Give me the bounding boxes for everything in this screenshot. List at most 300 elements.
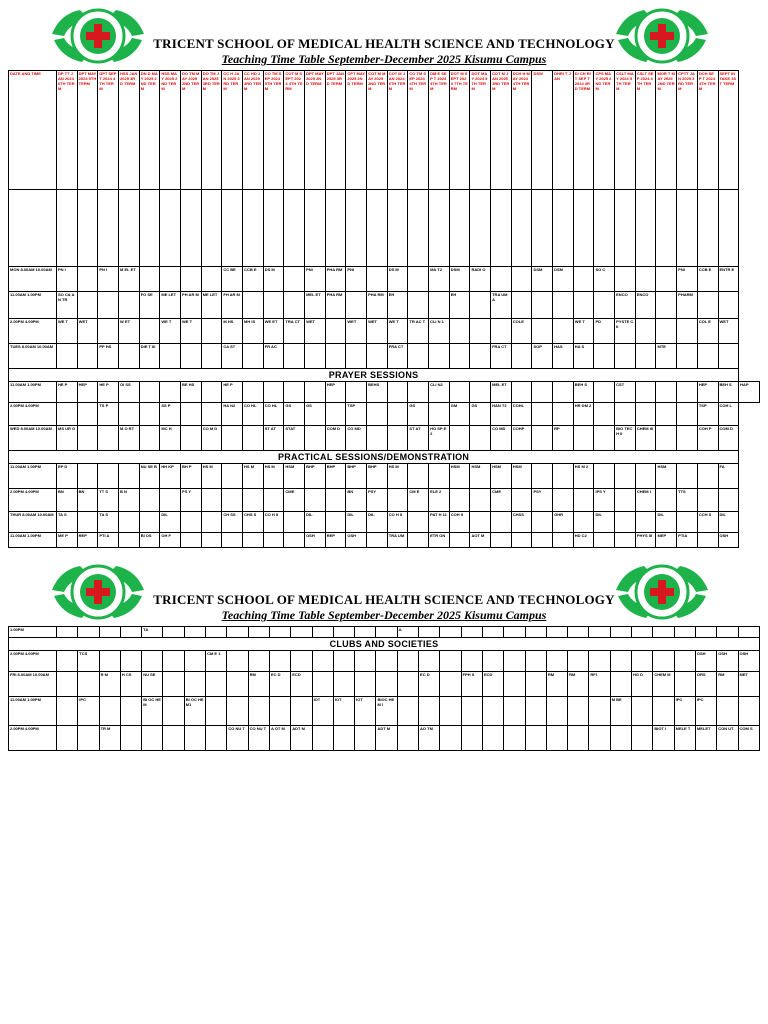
course-cell (718, 292, 739, 319)
course-cell: TA (142, 627, 163, 638)
course-cell (653, 627, 674, 638)
course-cell (615, 464, 636, 489)
course-cell (511, 267, 532, 292)
session-band-row (9, 369, 760, 382)
table-row (9, 489, 760, 512)
course-cell: RM (546, 672, 567, 697)
course-cell (717, 697, 738, 726)
course-cell: EC D (419, 672, 440, 697)
time-slot-cell: 2.00PM 4.00PM (9, 651, 57, 672)
course-cell (243, 426, 264, 451)
course-cell (461, 627, 482, 638)
blank-cell (387, 190, 408, 267)
timetable-page-2 (8, 562, 760, 751)
course-cell (248, 697, 269, 726)
course-cell: PS Y (181, 489, 202, 512)
course-cell (181, 426, 202, 451)
course-cell: HAP (739, 382, 760, 403)
column-header: CC H JAN 2025 3RD TERM (222, 71, 243, 190)
course-cell: CHEM I (635, 489, 656, 512)
course-cell (57, 672, 78, 697)
course-cell (139, 512, 160, 533)
course-cell: FRA CT (491, 344, 512, 369)
course-cell (201, 489, 222, 512)
course-cell: HEP (77, 382, 98, 403)
course-cell: BEH S (718, 382, 739, 403)
course-cell: B N (119, 489, 140, 512)
course-cell (333, 726, 354, 751)
course-cell (333, 651, 354, 672)
course-cell: PSY (367, 489, 388, 512)
course-cell (355, 651, 376, 672)
course-cell: MEL ET (491, 382, 512, 403)
blank-cell (9, 190, 57, 267)
course-cell (57, 344, 78, 369)
time-slot-cell: 11.00AM 1.00PM (9, 533, 57, 548)
course-cell (553, 403, 574, 426)
course-cell (594, 533, 615, 548)
course-cell: GS (470, 403, 491, 426)
course-cell (635, 319, 656, 344)
course-cell: WE ET (263, 319, 284, 344)
course-cell: PNI (305, 267, 326, 292)
table-row (9, 512, 760, 533)
course-cell: IOT (355, 697, 376, 726)
course-cell: IPC (78, 697, 99, 726)
course-cell (139, 382, 160, 403)
course-cell: PNI (677, 267, 698, 292)
time-slot-cell: 11.00AM 1.00PM (9, 382, 57, 403)
course-cell (243, 292, 264, 319)
course-cell (594, 292, 615, 319)
course-cell: PN I (98, 267, 119, 292)
blank-cell (284, 190, 305, 267)
course-cell (142, 651, 163, 672)
course-cell: ADT M (291, 726, 312, 751)
course-cell: ADT M (376, 726, 397, 751)
course-cell: HSM (491, 464, 512, 489)
course-cell (610, 651, 631, 672)
course-cell: IPC (695, 697, 716, 726)
course-cell (184, 651, 205, 672)
course-cell (504, 651, 525, 672)
course-cell (284, 533, 305, 548)
course-cell: HS M (201, 464, 222, 489)
course-cell (718, 344, 739, 369)
course-cell (269, 627, 290, 638)
course-cell (77, 512, 98, 533)
course-cell: MELET (695, 726, 716, 751)
course-cell (284, 267, 305, 292)
course-cell (482, 726, 503, 751)
column-header: DSW (532, 71, 553, 190)
course-cell: HS M (243, 464, 264, 489)
course-cell (429, 344, 450, 369)
column-header: DCH H MAY 2024 4TH TERM (511, 71, 532, 190)
column-header: SEPT INTAKE 1ST TERM (718, 71, 739, 190)
course-cell: EH (449, 292, 470, 319)
course-cell: CO M D (201, 426, 222, 451)
course-cell: RP (553, 426, 574, 451)
course-cell (568, 651, 589, 672)
course-cell: RM (717, 672, 738, 697)
course-cell: ST AT (408, 426, 429, 451)
course-cell (139, 267, 160, 292)
course-cell (408, 512, 429, 533)
course-cell (355, 726, 376, 751)
course-cell (610, 672, 631, 697)
course-cell: CHSS (511, 512, 532, 533)
session-band: PRACTICAL SESSIONS/DEMONSTRATION (9, 451, 739, 464)
blank-cell (367, 190, 388, 267)
course-cell (139, 403, 160, 426)
course-cell (532, 382, 553, 403)
course-cell (615, 489, 636, 512)
course-cell (181, 533, 202, 548)
course-cell: TS P (98, 403, 119, 426)
course-cell: PHA RM (325, 267, 346, 292)
course-cell: TCS (78, 651, 99, 672)
course-cell: AOT M (470, 533, 491, 548)
course-cell: BN (77, 489, 98, 512)
course-cell: WET (367, 319, 388, 344)
course-cell: CON UT (717, 726, 738, 751)
course-cell: DIL (656, 512, 677, 533)
course-cell (408, 292, 429, 319)
course-cell (119, 403, 140, 426)
course-cell: HSM (449, 464, 470, 489)
course-cell: ME LET (160, 292, 181, 319)
course-cell (408, 344, 429, 369)
course-cell (449, 489, 470, 512)
course-cell (346, 344, 367, 369)
course-cell (291, 627, 312, 638)
course-cell (594, 403, 615, 426)
course-cell (697, 292, 718, 319)
course-cell: MEP (656, 533, 677, 548)
course-cell (367, 533, 388, 548)
course-cell (589, 726, 610, 751)
course-cell: OSH (738, 651, 760, 672)
course-cell: DSM (553, 267, 574, 292)
spacer-row (9, 190, 760, 267)
course-cell (546, 627, 567, 638)
course-cell (333, 627, 354, 638)
course-cell: BN (346, 489, 367, 512)
time-slot-cell: 2.00PM 4.00PM (9, 726, 57, 751)
course-cell (470, 319, 491, 344)
course-cell: FA (718, 464, 739, 489)
course-cell: STAT (284, 426, 305, 451)
course-cell (419, 651, 440, 672)
course-cell (284, 382, 305, 403)
course-cell: BE HS (181, 382, 202, 403)
course-cell (98, 319, 119, 344)
course-cell (201, 344, 222, 369)
course-cell (717, 627, 738, 638)
course-cell: DIL (305, 512, 326, 533)
course-cell (470, 489, 491, 512)
column-header: DPT MAY 2025 2ND TERM (305, 71, 326, 190)
course-cell (677, 403, 698, 426)
course-cell: HEP (697, 382, 718, 403)
course-cell: FR AC (263, 344, 284, 369)
course-cell (573, 267, 594, 292)
course-cell (632, 726, 653, 751)
course-cell (674, 672, 695, 697)
course-cell: DSM (532, 267, 553, 292)
course-cell (677, 344, 698, 369)
blank-cell (594, 190, 615, 267)
course-cell (163, 726, 184, 751)
course-cell (201, 512, 222, 533)
course-cell (99, 651, 120, 672)
course-cell (449, 319, 470, 344)
course-cell: PSY (532, 489, 553, 512)
course-cell (397, 697, 418, 726)
course-cell (532, 292, 553, 319)
course-cell (163, 651, 184, 672)
column-header: MOR T MAY 2025 2ND TERM (656, 71, 677, 190)
course-cell (227, 651, 248, 672)
course-cell (160, 489, 181, 512)
course-cell: CO MD (346, 426, 367, 451)
course-cell (222, 489, 243, 512)
course-cell (78, 672, 99, 697)
course-cell: PAT H 11 (429, 512, 450, 533)
course-cell: BH P (181, 464, 202, 489)
course-cell: CLI N2 (429, 382, 450, 403)
course-cell: MELE T (674, 726, 695, 751)
course-cell (139, 489, 160, 512)
course-cell (718, 489, 739, 512)
course-cell (482, 697, 503, 726)
course-cell (119, 464, 140, 489)
course-cell (635, 464, 656, 489)
blank-cell (511, 190, 532, 267)
course-cell: COLE (511, 319, 532, 344)
course-cell: OH F (160, 533, 181, 548)
course-cell (525, 651, 546, 672)
course-cell (263, 382, 284, 403)
course-cell (656, 426, 677, 451)
course-cell (387, 426, 408, 451)
blank-cell (139, 190, 160, 267)
course-cell (325, 489, 346, 512)
course-cell (206, 627, 227, 638)
course-cell (120, 651, 141, 672)
header-row (9, 71, 760, 190)
course-cell: HE P (98, 382, 119, 403)
course-cell: H CS (120, 672, 141, 697)
course-cell (181, 512, 202, 533)
course-cell: ECD (482, 672, 503, 697)
course-cell (491, 512, 512, 533)
blank-cell (77, 190, 98, 267)
course-cell: BHP (305, 464, 326, 489)
course-cell (419, 627, 440, 638)
course-cell: HS M (387, 464, 408, 489)
course-cell (163, 627, 184, 638)
timetable-page-1 (8, 6, 760, 548)
course-cell: FRA CT (387, 344, 408, 369)
course-cell: PNI (346, 267, 367, 292)
course-cell (408, 464, 429, 489)
course-cell (482, 651, 503, 672)
blank-cell (222, 190, 243, 267)
course-cell: BHP (367, 464, 388, 489)
column-header: DCH SEP T 2024 4TH TERM (697, 71, 718, 190)
course-cell: WET (77, 319, 98, 344)
course-cell (440, 651, 461, 672)
course-cell: HAS (553, 344, 574, 369)
session-band-row (9, 451, 760, 464)
course-cell: CHS S (243, 512, 264, 533)
blank-cell (532, 190, 553, 267)
course-cell (77, 403, 98, 426)
course-cell (163, 697, 184, 726)
course-cell (429, 464, 450, 489)
course-cell (470, 426, 491, 451)
course-cell (312, 651, 333, 672)
course-cell (160, 382, 181, 403)
course-cell: MTE (656, 344, 677, 369)
course-cell: MH IS (243, 319, 264, 344)
time-slot-cell: MON 8.00AM 10.00AM (9, 267, 57, 292)
column-header: CSLT SEP 2024 4TH TERM (635, 71, 656, 190)
course-cell: WE T (181, 319, 202, 344)
course-cell (222, 426, 243, 451)
course-cell (57, 726, 78, 751)
course-cell (119, 292, 140, 319)
course-cell: TT S (98, 489, 119, 512)
course-cell (449, 344, 470, 369)
column-header: DOT M SEPT 2023 7TH TERM (449, 71, 470, 190)
course-cell (243, 382, 264, 403)
course-cell: DIL (160, 512, 181, 533)
course-cell: CC BE (222, 267, 243, 292)
course-cell (697, 533, 718, 548)
course-cell (120, 697, 141, 726)
course-cell: COHL (511, 403, 532, 426)
course-cell (333, 672, 354, 697)
course-cell (77, 344, 98, 369)
column-header: DPT MAY 2024 5TH TERM (77, 71, 98, 190)
course-cell (525, 726, 546, 751)
course-cell (697, 489, 718, 512)
table-row (9, 533, 760, 548)
course-cell: A (397, 627, 418, 638)
course-cell (291, 651, 312, 672)
blank-cell (635, 190, 656, 267)
column-header: CC HD JAN 2025 3RD TERM (243, 71, 264, 190)
course-cell: PD (594, 319, 615, 344)
blank-cell (201, 190, 222, 267)
timetable-table (8, 626, 760, 751)
course-cell: COL E (697, 319, 718, 344)
course-cell: GS (305, 403, 326, 426)
blank-cell (718, 190, 739, 267)
course-cell: CME (284, 489, 305, 512)
course-cell: RFI (589, 672, 610, 697)
course-cell: ECD (291, 672, 312, 697)
course-cell: WET (718, 319, 739, 344)
time-slot-cell: 2.00PM 4.00PM (9, 489, 57, 512)
course-cell (119, 344, 140, 369)
course-cell (181, 403, 202, 426)
course-cell: MA T2 (429, 267, 450, 292)
course-cell (635, 267, 656, 292)
page-header (8, 6, 760, 70)
column-header: COT M MAY 2025 2ND TERM (367, 71, 388, 190)
course-cell (461, 651, 482, 672)
course-cell: DIE T III (139, 344, 160, 369)
course-cell (615, 512, 636, 533)
timetable-title: Teaching Time Table September-December 2025 Kisumu Campus (221, 52, 547, 66)
course-cell (346, 292, 367, 319)
blank-cell (449, 190, 470, 267)
course-cell: EP D (57, 464, 78, 489)
course-cell: COH L (718, 403, 739, 426)
course-cell (263, 533, 284, 548)
course-cell (632, 697, 653, 726)
course-cell: HS M 2 (573, 464, 594, 489)
course-cell: BI OC HE M (142, 697, 163, 726)
course-cell (77, 292, 98, 319)
course-cell (325, 512, 346, 533)
course-cell: PHYS III (635, 533, 656, 548)
course-cell: CCB E (697, 267, 718, 292)
course-cell (440, 697, 461, 726)
course-cell (201, 403, 222, 426)
blank-cell (181, 190, 202, 267)
table-row (9, 672, 760, 697)
course-cell (553, 489, 574, 512)
course-cell: CHEM III (635, 426, 656, 451)
course-cell: HSM (284, 464, 305, 489)
course-cell: FPH S (461, 672, 482, 697)
course-cell: IPC (674, 697, 695, 726)
course-cell: DS M (387, 267, 408, 292)
course-cell (440, 627, 461, 638)
course-cell: GM (449, 403, 470, 426)
course-cell: GS (284, 403, 305, 426)
course-cell (532, 319, 553, 344)
course-cell (284, 512, 305, 533)
column-header: DO TM MAY 2025 2ND TERM (181, 71, 202, 190)
course-cell: GHR (553, 512, 574, 533)
column-header: CPTT JAN 2025 3RD TERM (677, 71, 698, 190)
course-cell: TTS (677, 489, 698, 512)
blank-cell (573, 190, 594, 267)
course-cell (677, 319, 698, 344)
table-row (9, 292, 760, 319)
course-cell (511, 489, 532, 512)
column-header: DM E SEP T 2024 4TH TERM (429, 71, 450, 190)
course-cell (656, 319, 677, 344)
course-cell (120, 627, 141, 638)
course-cell (504, 697, 525, 726)
course-cell (139, 426, 160, 451)
course-cell (184, 672, 205, 697)
course-cell (677, 426, 698, 451)
course-cell (408, 267, 429, 292)
course-cell: W ET (119, 319, 140, 344)
course-cell: ST AT (263, 426, 284, 451)
course-cell (78, 627, 99, 638)
course-cell (440, 726, 461, 751)
course-cell (78, 726, 99, 751)
